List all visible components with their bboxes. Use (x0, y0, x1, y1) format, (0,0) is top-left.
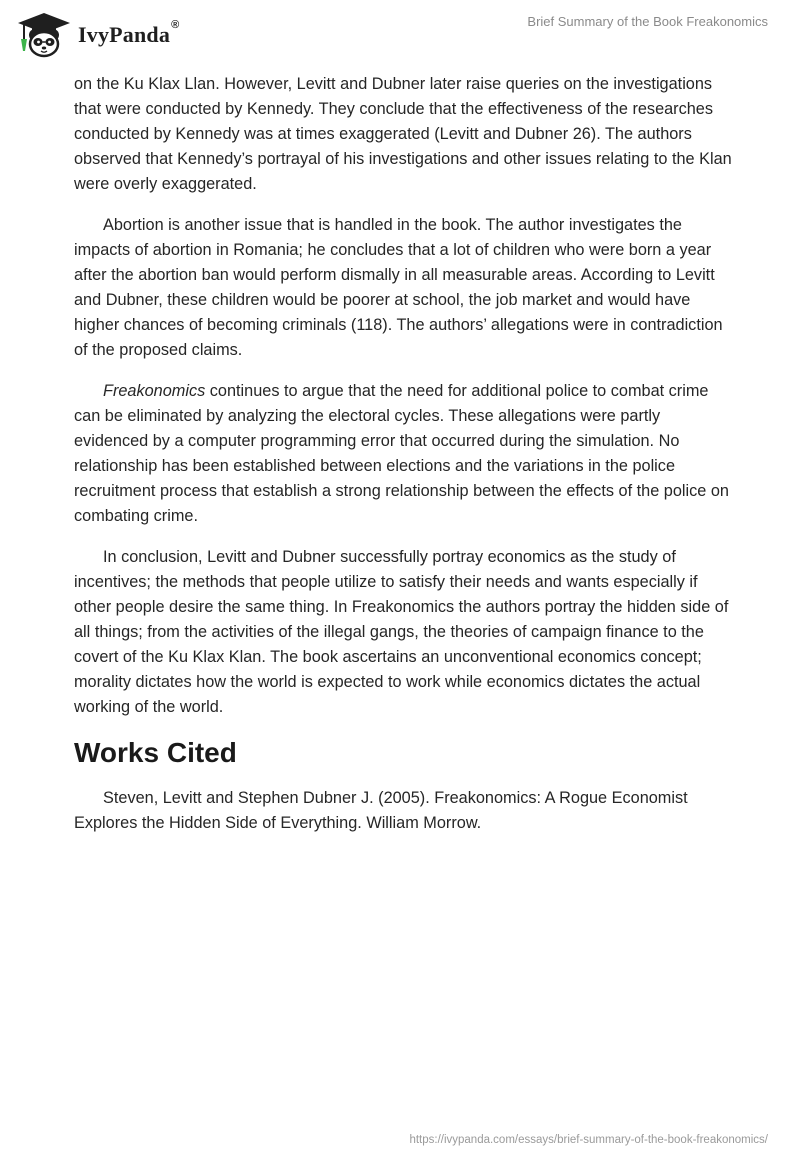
document-title: Brief Summary of the Book Freakonomics (527, 14, 768, 29)
page-header (0, 0, 800, 70)
paragraph-police-text: continues to argue that the need for additional police to combat crime can be eliminated by analyzing the electoral cycles. These allegations were partly evidenced by a computer programming error that occurred during the simulation. No relationship has been established between elections and the variations in the police recruitment process that establish a strong relationship between the effects of the police on combating crime. (74, 382, 729, 525)
brand-name: IvyPanda (78, 22, 171, 47)
paragraph-continued: on the Ku Klax Llan. However, Levitt and Dubner later raise queries on the investigations that were conducted by Kennedy. They conclude that the effectiveness of the researches conducted by Kennedy was at times exaggerated (Levitt and Dubner 26). The authors observed that Kennedy’s portrayal of his investigations and other issues relating to the Klan were overly exaggerated. (74, 75, 732, 193)
registered-mark: ® (171, 19, 180, 31)
essay-body (74, 72, 734, 852)
source-url[interactable]: https://ivypanda.com/essays/brief-summary-of-the-book-freakonomics/ (409, 1134, 768, 1146)
ivypanda-logo[interactable] (16, 10, 179, 60)
works-cited-heading: Works Cited (74, 737, 237, 768)
paragraph-conclusion: In conclusion, Levitt and Dubner successfully portray economics as the study of incentives; the methods that people utilize to satisfy their needs and wants especially if other people desire the same thing. In Freakonomics the authors portray the hidden side of all things; from the activities of the illegal gangs, the theories of campaign finance to the covert of the Ku Klax Klan. The book ascertains an unconventional economics concept; morality dictates how the world is expected to work while economics dictates the actual working of the world. (74, 548, 729, 716)
book-title-italic: Freakonomics (103, 382, 206, 400)
paragraph-police (74, 379, 734, 529)
paragraph-abortion: Abortion is another issue that is handled in the book. The author investigates the impacts of abortion in Romania; he concludes that a lot of children who were born a year after the abortion ban would perform dismally in all measurable areas. According to Levitt and Dubner, these children would be poorer at school, the job market and would have higher chances of becoming criminals (118). The authors’ allegations were in contradiction of the proposed claims. (74, 216, 723, 359)
panda-graduate-icon (16, 11, 72, 59)
works-cited-entry: Steven, Levitt and Stephen Dubner J. (2005). Freakonomics: A Rogue Economist Explores the Hidden Side of Everything. William Morrow. (74, 789, 688, 832)
